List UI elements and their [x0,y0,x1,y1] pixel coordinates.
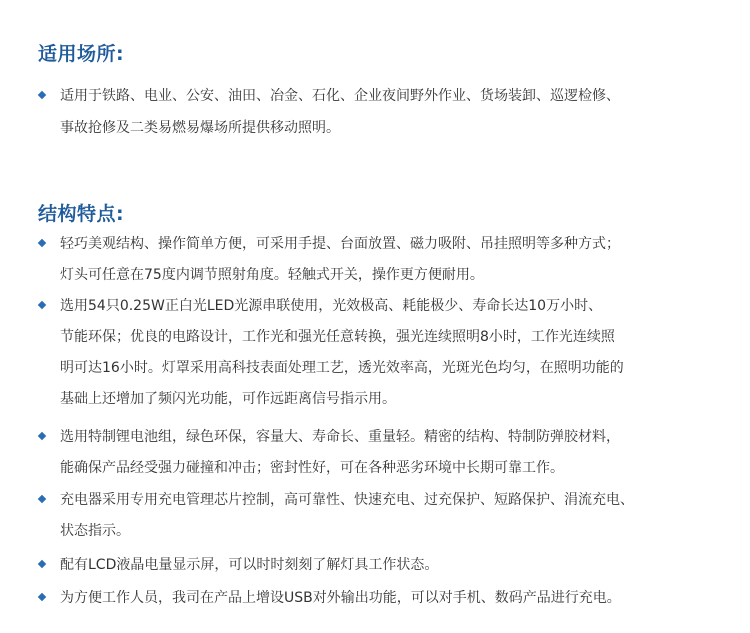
item-line: 状态指示。 [60,523,130,539]
item-line: 节能环保；优良的电路设计，工作光和强光任意转换，强光连续照明8小时，工作光连续照 [60,329,615,345]
item-line: 充电器采用专用充电管理芯片控制，高可靠性、快速充电、过充保护、短路保护、涓流充电、 [60,492,634,508]
diamond-bullet-icon [38,495,46,503]
item-line: 为方便工作人员，我司在产品上增设USB对外输出功能，可以对手机、数码产品进行充电。 [60,590,621,606]
item-line: 配有LCD液晶电量显示屏，可以时时刻刻了解灯具工作状态。 [60,557,439,573]
item-line: 灯头可任意在75度内调节照射角度。轻触式开关，操作更方便耐用。 [60,267,484,283]
item-line: 明可达16小时。灯罩采用高科技表面处理工艺，透光效率高，光斑光色均匀，在照明功能的 [60,360,624,376]
diamond-bullet-icon [38,91,46,99]
diamond-bullet-icon [38,301,46,309]
section-title: 结构特点: [38,203,125,225]
item-line: 能确保产品经受强力碰撞和冲击；密封性好，可在各种恶劣环境中长期可靠工作。 [60,460,564,476]
section-title: 适用场所: [38,43,125,65]
item-line: 基础上还增加了频闪光功能，可作远距离信号指示用。 [60,391,396,407]
diamond-bullet-icon [38,239,46,247]
diamond-bullet-icon [38,560,46,568]
item-line: 事故抢修及二类易燃易爆场所提供移动照明。 [60,120,340,136]
diamond-bullet-icon [38,432,46,440]
item-line: 选用54只0.25W正白光LED光源串联使用，光效极高、耗能极少、寿命长达10万小时、 [60,298,603,314]
item-line: 适用于铁路、电业、公安、油田、冶金、石化、企业夜间野外作业、货场装卸、巡逻检修、 [60,88,620,104]
item-line: 轻巧美观结构、操作简单方便，可采用手提、台面放置、磁力吸附、吊挂照明等多种方式； [60,236,620,252]
item-line: 选用特制锂电池组，绿色环保，容量大、寿命长、重量轻。精密的结构、特制防弹胶材料， [60,429,620,445]
diamond-bullet-icon [38,593,46,601]
